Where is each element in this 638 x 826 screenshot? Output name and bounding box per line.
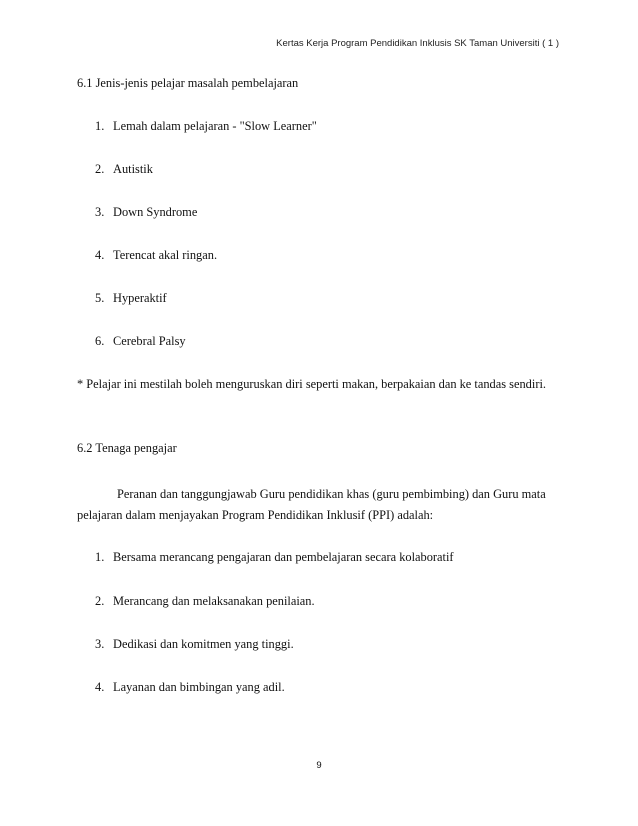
list-item-text: Down Syndrome <box>113 205 198 219</box>
list-item-number: 5. <box>95 291 105 305</box>
list-item <box>95 248 217 263</box>
list-item-number: 6. <box>95 334 105 348</box>
section-6-1-note: * Pelajar ini mestilah boleh menguruskan diri seperti makan, berpakaian dan ke tandas sendiri. <box>77 377 546 391</box>
list-item-text: Dedikasi dan komitmen yang tinggi. <box>113 637 294 651</box>
list-item-text: Bersama merancang pengajaran dan pembelajaran secara kolaboratif <box>113 550 454 564</box>
list-item-number: 1. <box>95 550 105 564</box>
list-item-number: 3. <box>95 205 105 219</box>
list-item-text: Autistik <box>113 162 153 176</box>
list-item <box>95 162 153 177</box>
list-item-number: 4. <box>95 680 105 694</box>
section-6-2-heading: 6.2 Tenaga pengajar <box>77 441 177 455</box>
list-item-text: Layanan dan bimbingan yang adil. <box>113 680 285 694</box>
list-item <box>95 637 294 652</box>
section-6-1-heading: 6.1 Jenis-jenis pelajar masalah pembelajaran <box>77 76 299 90</box>
list-item-number: 2. <box>95 594 105 608</box>
paragraph-line-1: Peranan dan tanggungjawab Guru pendidikan khas (guru pembimbing) dan Guru mata <box>117 487 546 501</box>
list-item-number: 1. <box>95 119 105 133</box>
list-item-number: 2. <box>95 162 105 176</box>
list-item-text: Hyperaktif <box>113 291 167 305</box>
list-item <box>95 291 167 306</box>
list-item <box>95 334 186 349</box>
list-item-text: Cerebral Palsy <box>113 334 186 348</box>
list-item <box>95 205 197 220</box>
list-item <box>95 550 454 565</box>
paragraph-line-2: pelajaran dalam menjayakan Program Pendidikan Inklusif (PPI) adalah: <box>77 508 434 522</box>
list-item <box>95 119 317 134</box>
list-item-text: Lemah dalam pelajaran - "Slow Learner" <box>113 119 317 133</box>
page-header: Kertas Kerja Program Pendidikan Inklusis SK Taman Universiti ( 1 ) <box>276 38 559 49</box>
list-item-text: Merancang dan melaksanakan penilaian. <box>113 594 315 608</box>
list-item <box>95 680 285 695</box>
list-item-number: 3. <box>95 637 105 651</box>
page-number: 9 <box>316 760 322 771</box>
list-item-number: 4. <box>95 248 105 262</box>
list-item-text: Terencat akal ringan. <box>113 248 218 262</box>
list-item <box>95 594 315 609</box>
